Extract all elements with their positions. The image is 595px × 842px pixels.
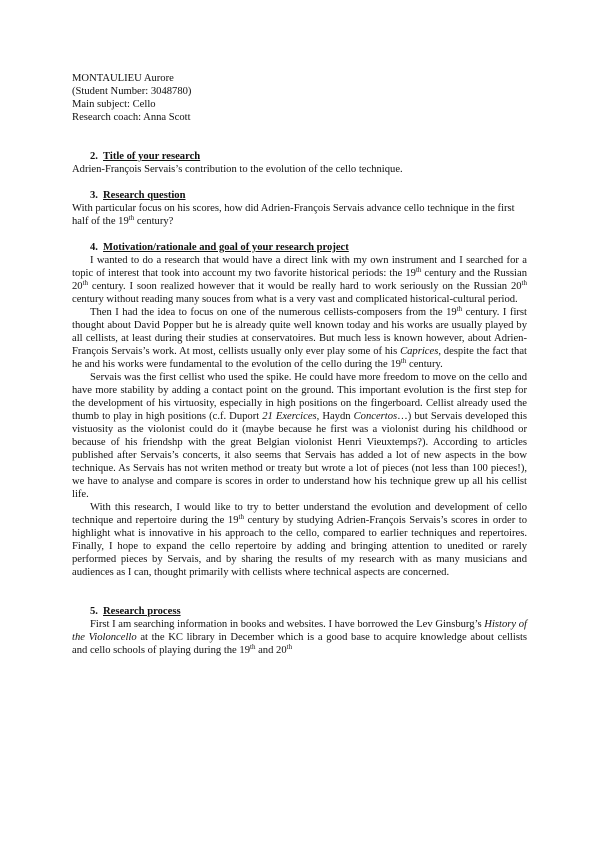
section-research-process [72,605,527,657]
section-body: Adrien-François Servais’s contribution to the evolution of the cello technique. [72,164,403,175]
section-title [72,150,527,176]
paragraph: First I am searching information in books and websites. I have borrowed the Lev Ginsburg’s History of the Violoncello at the KC library in December which is a good base to acquire knowledge about cellists and cello schools of playing during the 19th and 20th [72,619,528,656]
section-heading [72,605,527,618]
paragraph: Then I had the idea to focus on one of the numerous cellists-composers from the 19th century. I first thought about David Popper but he is already quite well known today and his works are usually played by all cellists, at least during their studies at conservatoires. But much less is known however, about Adrien-François Servais’s work. At most, cellists usually only ever play some of his Caprices, despite the fact that he and his works were fundamental to the evolution of the cello during the 19th century. [72,305,527,370]
main-subject: Main subject: Cello [72,99,156,110]
section-heading [72,241,527,254]
section-number: 4. [90,242,98,253]
section-heading-text: Research process [103,606,181,617]
section-heading [72,150,527,163]
research-coach: Research coach: Anna Scott [72,112,191,123]
spacer [72,579,527,592]
section-heading-text: Motivation/rationale and goal of your research project [103,242,349,253]
section-heading-text: Research question [103,190,186,201]
spacer [72,124,527,137]
student-header [72,72,527,124]
section-number: 3. [90,190,98,201]
section-heading [72,189,527,202]
section-number: 5. [90,606,98,617]
section-research-question [72,189,527,228]
student-name: MONTAULIEU Aurore [72,73,174,84]
paragraph: I wanted to do a research that would have a direct link with my own instrument and I searched for a topic of interest that took into account my two favorite historical periods: the 19th century and the Russian 20th century. I soon realized however that it would be really hard to work seriously on the Russian 20th century without reading many souces from what is a very vast and complicated historical-cultural period. [72,255,527,305]
section-motivation [72,241,527,579]
section-body: With particular focus on his scores, how did Adrien-François Servais advance cello technique in the first half of the 19th century? [72,203,515,227]
document-page [72,72,527,657]
section-number: 2. [90,151,98,162]
paragraph: Servais was the first cellist who used the spike. He could have more freedom to move on the cello and have more stability by adding a contact point on the ground. This important evolution is the first step for the development of his virtuosity, especially in high positions on the fingerboard. Cellist already used the thumb to play in high positions (c.f. Duport 21 Exercices, Haydn Concertos…) but Servais developed this vistuosity as the violonist could do it (maybe because he first was a violonist during his childhood or because of his friendshp with the great Belgian violonist Henri Vieuxtemps?). According to articles published after Servais’s concerts, it also seems that Servais has added a lot of new aspects in the bow technique. As Servais has not writen method or treaty but wrote a lot of pieces (not less than 100 pieces!), we have to analyse and compare is scores in order to understand how his technique grew up all his cellist life. [72,372,527,500]
paragraph: With this research, I would like to try to better understand the evolution and development of cello technique and repertoire during the 19th century by studying Adrien-François Servais’s scores in order to highlight what is innovative in his approach to the cello, compared to earlier techniques and repertoires. Finally, I hope to expand the cello repertoire by adding and bringing attention to unedited or rarely performed pieces by Servais, and by sharing the results of my research with as many musicians and audiences as I can, thought primarily with cellists where technical aspects are concerned. [72,502,527,578]
section-heading-text: Title of your research [103,151,201,162]
student-number: (Student Number: 3048780) [72,86,192,97]
